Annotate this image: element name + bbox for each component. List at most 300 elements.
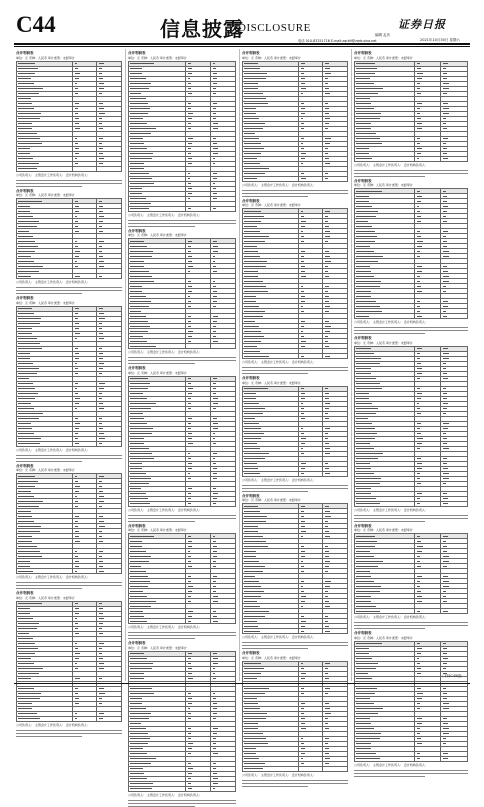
column-divider bbox=[239, 49, 240, 681]
cell-text-line bbox=[213, 428, 218, 429]
statement-block bbox=[128, 366, 236, 522]
cell-text-line bbox=[99, 648, 102, 649]
paragraph-line bbox=[354, 173, 468, 174]
cell-text-line bbox=[188, 581, 192, 582]
cell-text-line bbox=[188, 316, 192, 317]
cell-text-line bbox=[75, 348, 78, 349]
cell-text-line bbox=[443, 78, 447, 79]
cell-text-line bbox=[188, 143, 193, 144]
cell-text-line bbox=[18, 713, 37, 714]
cell-text-line bbox=[244, 271, 258, 272]
cell-text-line bbox=[99, 393, 102, 394]
cell-text-line bbox=[99, 571, 103, 572]
financial-table bbox=[242, 661, 348, 772]
cell-text-line bbox=[188, 586, 194, 587]
cell-text-line bbox=[130, 138, 143, 139]
cell-text-line bbox=[301, 93, 304, 94]
cell-text-line bbox=[325, 433, 328, 434]
cell-text-line bbox=[244, 326, 259, 327]
cell-text-line bbox=[188, 551, 190, 552]
cell-text-line bbox=[75, 521, 78, 522]
cell-text-line bbox=[356, 693, 375, 694]
cell-text-line bbox=[213, 271, 218, 272]
cell-text-line bbox=[213, 173, 218, 174]
cell-text-line bbox=[75, 438, 78, 439]
cell-text-line bbox=[356, 561, 383, 562]
cell-text-line bbox=[188, 93, 192, 94]
cell-text-line bbox=[213, 153, 218, 154]
table-row bbox=[129, 206, 236, 211]
cell-text-line bbox=[244, 616, 265, 617]
cell-text-line bbox=[213, 281, 215, 282]
cell-text-line bbox=[356, 276, 374, 277]
table-cell bbox=[210, 786, 235, 791]
cell-text-line bbox=[130, 143, 144, 144]
cell-text-line bbox=[443, 63, 448, 64]
masthead-rule-thick bbox=[14, 43, 470, 45]
cell-text-line bbox=[356, 206, 372, 207]
cell-text-line bbox=[244, 713, 267, 714]
cell-text-line bbox=[443, 718, 446, 719]
cell-text-line bbox=[75, 73, 80, 74]
cell-text-line bbox=[244, 758, 259, 759]
cell-text-line bbox=[443, 463, 446, 464]
cell-text-line bbox=[443, 733, 449, 734]
cell-text-line bbox=[417, 753, 420, 754]
cell-text-line bbox=[244, 336, 264, 337]
cell-text-line bbox=[213, 256, 216, 257]
statement-unit: 单位：元 币种：人民币 审计类型：未经审计 bbox=[242, 498, 301, 502]
table-cell bbox=[298, 629, 323, 634]
cell-text-line bbox=[213, 668, 216, 669]
cell-text-line bbox=[18, 708, 32, 709]
statement-unit: 单位：元 币种：人民币 审计类型：未经审计 bbox=[16, 193, 75, 197]
cell-text-line bbox=[301, 138, 305, 139]
cell-text-line bbox=[99, 313, 104, 314]
cell-text-line bbox=[75, 158, 77, 159]
cell-text-line bbox=[75, 163, 78, 164]
cell-text-line bbox=[443, 581, 448, 582]
cell-text-line bbox=[325, 738, 329, 739]
cell-text-line bbox=[75, 693, 78, 694]
table-cell bbox=[414, 501, 441, 506]
cell-text-line bbox=[325, 551, 328, 552]
cell-text-line bbox=[130, 713, 151, 714]
cell-text-line bbox=[130, 778, 147, 779]
cell-text-line bbox=[213, 241, 217, 242]
statement-title: 合并利润表 bbox=[242, 651, 260, 655]
cell-text-line bbox=[18, 378, 29, 379]
cell-text-line bbox=[130, 203, 151, 204]
cell-text-line bbox=[99, 408, 104, 409]
cell-text-line bbox=[244, 596, 261, 597]
cell-text-line bbox=[18, 628, 37, 629]
cell-text-line bbox=[244, 733, 263, 734]
cell-text-line bbox=[325, 403, 329, 404]
table-cell bbox=[129, 344, 186, 349]
cell-text-line bbox=[130, 398, 147, 399]
cell-text-line bbox=[244, 581, 259, 582]
cell-text-line bbox=[213, 698, 216, 699]
cell-text-line bbox=[75, 333, 80, 334]
paragraph-line bbox=[128, 803, 236, 804]
table-cell bbox=[441, 756, 468, 761]
cell-text-line bbox=[244, 63, 258, 64]
cell-text-line bbox=[443, 723, 447, 724]
cell-text-line bbox=[325, 113, 329, 114]
cell-text-line bbox=[18, 383, 33, 384]
cell-text-line bbox=[356, 423, 372, 424]
cell-text-line bbox=[213, 63, 215, 64]
cell-text-line bbox=[188, 556, 191, 557]
cell-text-line bbox=[213, 398, 218, 399]
cell-text-line bbox=[244, 226, 257, 227]
cell-text-line bbox=[99, 551, 103, 552]
statement-block bbox=[354, 51, 468, 177]
cell-text-line bbox=[356, 663, 378, 664]
cell-text-line bbox=[417, 276, 420, 277]
table-row bbox=[355, 156, 468, 161]
cell-text-line bbox=[356, 643, 382, 644]
cell-text-line bbox=[301, 606, 304, 607]
cell-text-line bbox=[75, 526, 78, 527]
cell-text-line bbox=[130, 346, 156, 347]
cell-text-line bbox=[213, 78, 217, 79]
cell-text-line bbox=[325, 216, 328, 217]
cell-text-line bbox=[188, 488, 192, 489]
cell-text-line bbox=[99, 318, 104, 319]
cell-text-line bbox=[325, 158, 329, 159]
cell-text-line bbox=[75, 428, 80, 429]
cell-text-line bbox=[75, 496, 78, 497]
cell-text-line bbox=[130, 133, 151, 134]
cell-text-line bbox=[213, 438, 216, 439]
cell-text-line bbox=[325, 506, 329, 507]
cell-text-line bbox=[356, 311, 382, 312]
cell-text-line bbox=[18, 613, 30, 614]
cell-text-line bbox=[18, 231, 29, 232]
cell-text-line bbox=[325, 251, 329, 252]
cell-text-line bbox=[244, 251, 258, 252]
table-cell bbox=[97, 569, 122, 574]
cell-text-line bbox=[356, 251, 374, 252]
cell-text-line bbox=[18, 511, 31, 512]
cell-text-line bbox=[188, 301, 191, 302]
cell-text-line bbox=[356, 703, 374, 704]
cell-text-line bbox=[244, 311, 265, 312]
cell-text-line bbox=[130, 503, 150, 504]
cell-text-line bbox=[213, 493, 219, 494]
cell-text-line bbox=[417, 688, 421, 689]
cell-text-line bbox=[325, 443, 329, 444]
cell-text-line bbox=[18, 68, 38, 69]
cell-text-line bbox=[130, 788, 152, 789]
paragraph-line bbox=[16, 733, 122, 734]
cell-text-line bbox=[75, 506, 79, 507]
cell-text-line bbox=[417, 153, 421, 154]
cell-text-line bbox=[325, 438, 328, 439]
statement-unit: 单位：元 币种：人民币 审计类型：未经审计 bbox=[354, 635, 413, 640]
cell-text-line bbox=[75, 408, 78, 409]
cell-text-line bbox=[244, 663, 261, 664]
cell-text-line bbox=[75, 88, 78, 89]
cell-text-line bbox=[301, 221, 306, 222]
cell-text-line bbox=[356, 658, 372, 659]
paragraph-line bbox=[242, 783, 348, 784]
cell-text-line bbox=[18, 211, 30, 212]
cell-text-line bbox=[130, 291, 142, 292]
table-cell bbox=[129, 501, 186, 506]
cell-text-line bbox=[213, 316, 219, 317]
cell-text-line bbox=[244, 611, 269, 612]
cell-text-line bbox=[325, 123, 329, 124]
cell-text-line bbox=[301, 453, 304, 454]
cell-text-line bbox=[244, 576, 255, 577]
paragraph-line bbox=[242, 648, 308, 649]
cell-text-line bbox=[130, 473, 146, 474]
paragraph-line bbox=[16, 585, 122, 586]
statement-title: 合并利润表 bbox=[354, 523, 372, 528]
cell-text-line bbox=[18, 556, 42, 557]
statement-unit: 单位：元 币种：人民币 审计类型：未经审计 bbox=[128, 370, 187, 375]
table-cell bbox=[17, 166, 73, 171]
cell-text-line bbox=[443, 158, 448, 159]
cell-text-line bbox=[213, 251, 218, 252]
cell-text-line bbox=[75, 216, 77, 217]
paragraph-line bbox=[354, 521, 425, 522]
cell-text-line bbox=[213, 423, 218, 424]
cell-text-line bbox=[18, 143, 42, 144]
cell-text-line bbox=[188, 616, 193, 617]
cell-text-line bbox=[99, 103, 103, 104]
table-cell bbox=[185, 344, 210, 349]
cell-text-line bbox=[244, 606, 260, 607]
cell-text-line bbox=[244, 321, 255, 322]
cell-text-line bbox=[130, 178, 152, 179]
cell-text-line bbox=[213, 178, 217, 179]
cell-text-line bbox=[18, 328, 32, 329]
cell-text-line bbox=[213, 118, 217, 119]
cell-text-line bbox=[99, 368, 103, 369]
cell-text-line bbox=[356, 108, 374, 109]
cell-text-line bbox=[301, 758, 303, 759]
cell-text-line bbox=[18, 323, 40, 324]
table-cell bbox=[243, 354, 299, 359]
cell-text-line bbox=[130, 541, 142, 542]
cell-text-line bbox=[244, 256, 260, 257]
cell-text-line bbox=[244, 531, 258, 532]
cell-text-line bbox=[99, 148, 102, 149]
cell-text-line bbox=[443, 73, 446, 74]
cell-text-line bbox=[188, 611, 193, 612]
cell-text-line bbox=[75, 103, 80, 104]
financial-table bbox=[242, 386, 348, 477]
cell-text-line bbox=[18, 673, 39, 674]
cell-text-line bbox=[188, 178, 191, 179]
cell-text-line bbox=[130, 551, 146, 552]
statement-block bbox=[354, 336, 468, 522]
table-row bbox=[129, 619, 236, 624]
cell-text-line bbox=[244, 541, 266, 542]
cell-text-line bbox=[301, 663, 304, 664]
column bbox=[16, 49, 122, 727]
cell-text-line bbox=[417, 68, 421, 69]
cell-text-line bbox=[443, 458, 446, 459]
cell-text-line bbox=[99, 658, 103, 659]
cell-text-line bbox=[356, 241, 375, 242]
cell-text-line bbox=[75, 486, 80, 487]
cell-text-line bbox=[99, 566, 103, 567]
cell-text-line bbox=[75, 256, 80, 257]
cell-text-line bbox=[244, 458, 265, 459]
cell-text-line bbox=[356, 123, 371, 124]
cell-text-line bbox=[244, 443, 257, 444]
cell-text-line bbox=[99, 618, 103, 619]
cell-text-line bbox=[325, 753, 329, 754]
cell-text-line bbox=[130, 566, 141, 567]
cell-text-line bbox=[443, 368, 446, 369]
cell-text-line bbox=[244, 526, 258, 527]
cell-text-line bbox=[301, 118, 303, 119]
financial-table bbox=[128, 651, 236, 792]
cell-text-line bbox=[417, 473, 420, 474]
cell-text-line bbox=[356, 718, 370, 719]
cell-text-line bbox=[188, 468, 192, 469]
cell-text-line bbox=[301, 621, 306, 622]
table-row bbox=[17, 274, 122, 279]
cell-text-line bbox=[130, 168, 144, 169]
cell-text-line bbox=[188, 173, 191, 174]
cell-text-line bbox=[443, 363, 446, 364]
cell-text-line bbox=[356, 673, 368, 674]
cell-text-line bbox=[356, 236, 377, 237]
cell-text-line bbox=[188, 423, 191, 424]
cell-text-line bbox=[75, 241, 78, 242]
cell-text-line bbox=[188, 768, 193, 769]
cell-text-line bbox=[443, 138, 447, 139]
cell-text-line bbox=[75, 206, 80, 207]
cell-text-line bbox=[213, 551, 217, 552]
cell-text-line bbox=[356, 713, 378, 714]
cell-text-line bbox=[188, 763, 192, 764]
cell-text-line bbox=[356, 316, 369, 317]
cell-text-line bbox=[75, 251, 80, 252]
cell-text-line bbox=[325, 453, 330, 454]
cell-text-line bbox=[356, 306, 380, 307]
cell-text-line bbox=[301, 301, 305, 302]
cell-text-line bbox=[417, 138, 420, 139]
cell-text-line bbox=[213, 541, 216, 542]
paragraph-line bbox=[128, 806, 195, 807]
cell-text-line bbox=[417, 113, 420, 114]
table-row bbox=[355, 756, 468, 761]
cell-text-line bbox=[75, 403, 80, 404]
cell-text-line bbox=[75, 328, 80, 329]
statement-signoff: 公司负责人： 主管会计工作负责人： 会计机构负责人： bbox=[354, 320, 428, 324]
cell-text-line bbox=[244, 246, 257, 247]
cell-text-line bbox=[301, 266, 305, 267]
cell-text-line bbox=[443, 256, 448, 257]
cell-text-line bbox=[325, 173, 328, 174]
cell-text-line bbox=[244, 561, 259, 562]
cell-text-line bbox=[301, 728, 306, 729]
cell-text-line bbox=[301, 388, 304, 389]
cell-text-line bbox=[301, 438, 306, 439]
cell-text-line bbox=[417, 723, 422, 724]
cell-text-line bbox=[417, 576, 422, 577]
cell-text-line bbox=[99, 613, 103, 614]
cell-text-line bbox=[213, 408, 216, 409]
cell-text-line bbox=[18, 603, 42, 604]
table-cell bbox=[298, 471, 323, 476]
table-row bbox=[17, 716, 122, 721]
cell-text-line bbox=[356, 103, 371, 104]
cell-text-line bbox=[443, 201, 447, 202]
statement-block bbox=[242, 494, 348, 650]
cell-text-line bbox=[356, 408, 378, 409]
cell-text-line bbox=[213, 596, 218, 597]
cell-text-line bbox=[417, 311, 421, 312]
cell-text-line bbox=[443, 643, 446, 644]
cell-text-line bbox=[443, 473, 448, 474]
cell-text-line bbox=[99, 358, 103, 359]
cell-text-line bbox=[244, 413, 263, 414]
cell-text-line bbox=[443, 353, 448, 354]
cell-text-line bbox=[356, 668, 376, 669]
cell-text-line bbox=[325, 178, 328, 179]
cell-text-line bbox=[213, 621, 218, 622]
cell-text-line bbox=[213, 123, 218, 124]
cell-text-line bbox=[325, 256, 330, 257]
cell-text-line bbox=[188, 241, 193, 242]
table-cell bbox=[210, 206, 235, 211]
cell-text-line bbox=[18, 443, 40, 444]
table-cell bbox=[298, 354, 323, 359]
cell-text-line bbox=[356, 576, 371, 577]
cell-text-line bbox=[75, 393, 79, 394]
cell-text-line bbox=[325, 331, 330, 332]
cell-text-line bbox=[443, 693, 446, 694]
statement-title: 合并利润表 bbox=[16, 591, 34, 595]
cell-text-line bbox=[130, 93, 141, 94]
cell-text-line bbox=[244, 668, 264, 669]
table-row bbox=[129, 344, 236, 349]
statement-block bbox=[16, 51, 122, 187]
cell-text-line bbox=[188, 388, 194, 389]
cell-text-line bbox=[99, 608, 102, 609]
cell-text-line bbox=[356, 546, 375, 547]
cell-text-line bbox=[325, 473, 330, 474]
cell-text-line bbox=[417, 403, 420, 404]
cell-text-line bbox=[443, 358, 449, 359]
cell-text-line bbox=[244, 398, 256, 399]
paragraph-line bbox=[16, 183, 122, 184]
cell-text-line bbox=[356, 348, 371, 349]
cell-text-line bbox=[417, 83, 420, 84]
cell-text-line bbox=[18, 403, 31, 404]
cell-text-line bbox=[188, 703, 192, 704]
cell-text-line bbox=[75, 138, 78, 139]
cell-text-line bbox=[188, 473, 190, 474]
cell-text-line bbox=[301, 336, 305, 337]
cell-text-line bbox=[130, 616, 144, 617]
cell-text-line bbox=[75, 476, 78, 477]
cell-text-line bbox=[301, 753, 305, 754]
cell-text-line bbox=[325, 143, 330, 144]
cell-text-line bbox=[130, 281, 154, 282]
table-cell bbox=[72, 441, 97, 446]
cell-text-line bbox=[417, 388, 421, 389]
